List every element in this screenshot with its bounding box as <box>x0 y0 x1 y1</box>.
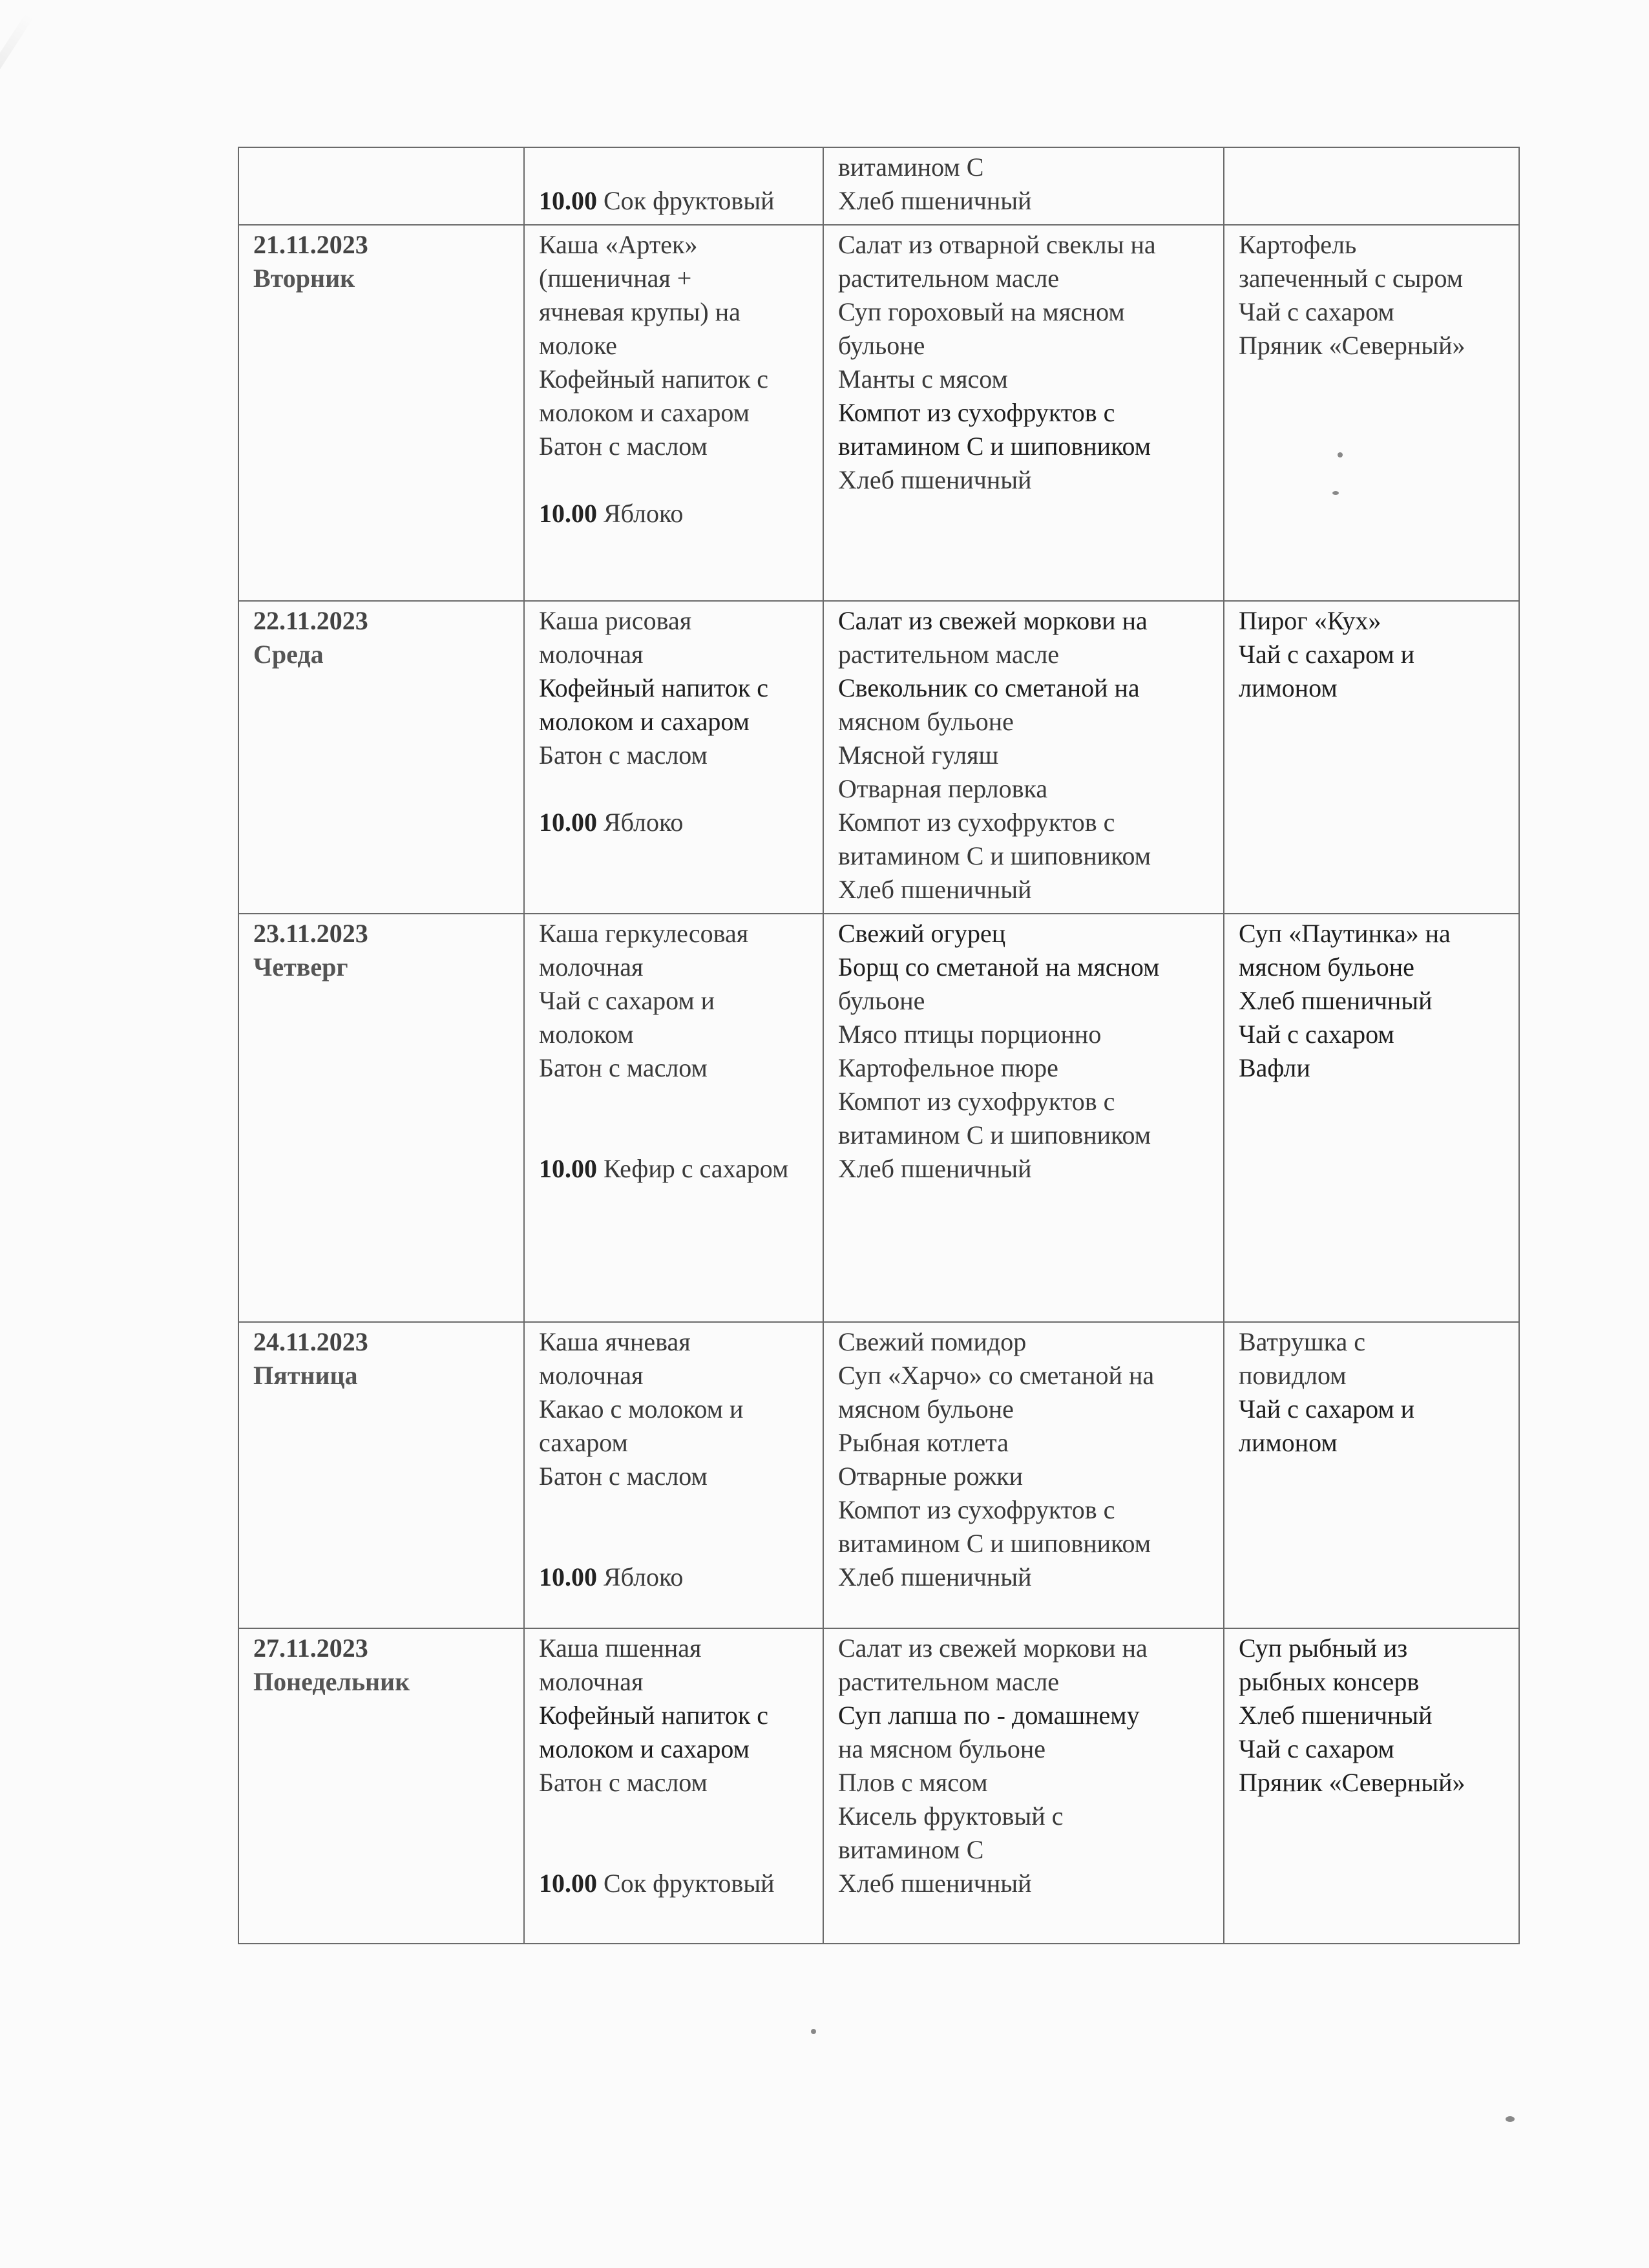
breakfast-item: Кофейный напиток с <box>539 364 769 394</box>
dinner-item: мясном бульоне <box>1239 952 1414 982</box>
breakfast-cell <box>524 225 823 601</box>
lunch-cell <box>823 601 1224 914</box>
breakfast-item: Батон с маслом <box>539 1768 708 1797</box>
lunch-cell <box>823 147 1224 225</box>
date-label: 27.11.2023 <box>253 1633 368 1663</box>
lunch-item: Компот из сухофруктов с <box>838 398 1115 427</box>
dinner-item: Суп «Паутинка» на <box>1239 919 1451 948</box>
date-cell <box>238 1322 524 1628</box>
table-row <box>238 225 1519 601</box>
dinner-item: Чай с сахаром <box>1239 297 1394 326</box>
table-row <box>238 601 1519 914</box>
dinner-item: Пирог «Кух» <box>1239 606 1381 635</box>
breakfast-item: молочная <box>539 1667 644 1696</box>
lunch-item: Мясо птицы порционно <box>838 1020 1102 1049</box>
lunch-item: Компот из сухофруктов с <box>838 1495 1115 1524</box>
snack-time: 10.00 <box>539 1869 597 1898</box>
breakfast-item: молоком <box>539 1020 634 1049</box>
snack-item: Сок фруктовый <box>604 186 775 215</box>
lunch-item: витамином С и шиповником <box>838 841 1151 870</box>
weekday-label: Пятница <box>253 1361 358 1390</box>
date-cell <box>238 225 524 601</box>
lunch-item: Суп «Харчо» со сметаной на <box>838 1361 1155 1390</box>
lunch-cell <box>823 914 1224 1322</box>
lunch-item: мясном бульоне <box>838 707 1014 736</box>
lunch-item: Мясной гуляш <box>838 740 999 770</box>
dinner-item: Хлеб пшеничный <box>1239 1701 1433 1730</box>
dinner-cell <box>1224 1628 1519 1944</box>
snack-item: Сок фруктовый <box>604 1869 775 1898</box>
dinner-item: Чай с сахаром и <box>1239 640 1415 669</box>
dinner-item: запеченный с сыром <box>1239 264 1464 293</box>
lunch-item: Хлеб пшеничный <box>838 1869 1032 1898</box>
breakfast-item: Каша «Артек» <box>539 230 698 259</box>
dinner-item: лимоном <box>1239 673 1338 702</box>
breakfast-item: Батон с маслом <box>539 1462 708 1491</box>
lunch-item: Отварная перловка <box>838 774 1048 803</box>
lunch-item: Свежий помидор <box>838 1327 1027 1356</box>
lunch-item: Картофельное пюре <box>838 1053 1058 1082</box>
dinner-item: Картофель <box>1239 230 1357 259</box>
breakfast-item: Батон с маслом <box>539 740 708 770</box>
date-cell <box>238 1628 524 1944</box>
lunch-item: витамином С <box>838 1835 984 1864</box>
breakfast-item: молочная <box>539 1361 644 1390</box>
weekday-label: Вторник <box>253 264 355 293</box>
dinner-cell <box>1224 601 1519 914</box>
lunch-item: Манты с мясом <box>838 364 1008 394</box>
breakfast-item: Кофейный напиток с <box>539 673 769 702</box>
weekday-label: Четверг <box>253 952 348 982</box>
lunch-cell <box>823 225 1224 601</box>
lunch-item: Хлеб пшеничный <box>838 465 1032 494</box>
date-label: 22.11.2023 <box>253 606 368 635</box>
weekday-label: Понедельник <box>253 1667 410 1696</box>
date-cell <box>238 601 524 914</box>
snack-item: Яблоко <box>604 1562 684 1591</box>
dinner-item: Пряник «Северный» <box>1239 1768 1465 1797</box>
dinner-item: лимоном <box>1239 1428 1338 1457</box>
dinner-item: Вафли <box>1239 1053 1310 1082</box>
lunch-cell <box>823 1322 1224 1628</box>
lunch-item: Борщ со сметаной на мясном <box>838 952 1160 982</box>
lunch-item: Свежий огурец <box>838 919 1006 948</box>
breakfast-item: сахаром <box>539 1428 628 1457</box>
snack-item: Яблоко <box>604 808 684 837</box>
table-row <box>238 914 1519 1322</box>
lunch-item: Хлеб пшеничный <box>838 186 1032 215</box>
snack-time: 10.00 <box>539 186 597 215</box>
lunch-item: бульоне <box>838 986 925 1015</box>
breakfast-item: Батон с маслом <box>539 1053 708 1082</box>
dinner-cell <box>1224 225 1519 601</box>
lunch-item: Компот из сухофруктов с <box>838 808 1115 837</box>
lunch-item: Суп гороховый на мясном <box>838 297 1125 326</box>
lunch-item: растительном масле <box>838 640 1060 669</box>
breakfast-item: молочная <box>539 952 644 982</box>
dinner-item: Суп рыбный из <box>1239 1633 1408 1663</box>
date-label: 21.11.2023 <box>253 230 368 259</box>
dinner-item: повидлом <box>1239 1361 1347 1390</box>
scan-speck <box>811 2029 816 2034</box>
lunch-item: витамином С и шиповником <box>838 1120 1151 1150</box>
breakfast-item: молоком и сахаром <box>539 1734 750 1763</box>
lunch-item: Суп лапша по - домашнему <box>838 1701 1140 1730</box>
lunch-item: Отварные рожки <box>838 1462 1023 1491</box>
snack-time: 10.00 <box>539 1562 597 1591</box>
date-cell <box>238 147 524 225</box>
snack-item: Яблоко <box>604 499 684 528</box>
breakfast-cell <box>524 1322 823 1628</box>
lunch-item: Хлеб пшеничный <box>838 875 1032 904</box>
breakfast-item: Каша ячневая <box>539 1327 691 1356</box>
table-row <box>238 147 1519 225</box>
breakfast-item: Какао с молоком и <box>539 1394 744 1423</box>
menu-table <box>238 147 1520 1944</box>
weekday-label: Среда <box>253 640 324 669</box>
date-cell <box>238 914 524 1322</box>
lunch-item: на мясном бульоне <box>838 1734 1046 1763</box>
breakfast-item: молоке <box>539 331 617 360</box>
dinner-item: Пряник «Северный» <box>1239 331 1465 360</box>
dinner-item: Чай с сахаром и <box>1239 1394 1415 1423</box>
dinner-item: рыбных консерв <box>1239 1667 1420 1696</box>
breakfast-item: Батон с маслом <box>539 432 708 461</box>
lunch-cell <box>823 1628 1224 1944</box>
lunch-item: Рыбная котлета <box>838 1428 1009 1457</box>
scan-speck <box>1506 2116 1515 2122</box>
lunch-item: растительном масле <box>838 1667 1060 1696</box>
breakfast-item: молоком и сахаром <box>539 398 750 427</box>
breakfast-cell <box>524 1628 823 1944</box>
breakfast-item: (пшеничная + <box>539 264 692 293</box>
date-label: 23.11.2023 <box>253 919 368 948</box>
lunch-item: Кисель фруктовый с <box>838 1801 1064 1831</box>
dinner-cell <box>1224 914 1519 1322</box>
dinner-item: Чай с сахаром <box>1239 1020 1394 1049</box>
breakfast-item: Каша пшенная <box>539 1633 702 1663</box>
lunch-item: Салат из свежей моркови на <box>838 606 1148 635</box>
breakfast-item: Кофейный напиток с <box>539 1701 769 1730</box>
lunch-item: Плов с мясом <box>838 1768 988 1797</box>
lunch-item: Хлеб пшеничный <box>838 1562 1032 1591</box>
scan-streak <box>0 13 34 364</box>
dinner-cell <box>1224 147 1519 225</box>
lunch-item: витамином С <box>838 152 984 182</box>
lunch-item: растительном масле <box>838 264 1060 293</box>
dinner-item: Хлеб пшеничный <box>1239 986 1433 1015</box>
lunch-item: Компот из сухофруктов с <box>838 1087 1115 1116</box>
table-row <box>238 1322 1519 1628</box>
table-row <box>238 1628 1519 1944</box>
dinner-item: Ватрушка с <box>1239 1327 1365 1356</box>
dinner-item: Чай с сахаром <box>1239 1734 1394 1763</box>
snack-item: Кефир с сахаром <box>604 1154 789 1183</box>
breakfast-item: молоком и сахаром <box>539 707 750 736</box>
lunch-item: мясном бульоне <box>838 1394 1014 1423</box>
lunch-item: витамином С и шиповником <box>838 432 1151 461</box>
date-label: 24.11.2023 <box>253 1327 368 1356</box>
breakfast-item: ячневая крупы) на <box>539 297 740 326</box>
breakfast-cell <box>524 147 823 225</box>
breakfast-item: Каша рисовая <box>539 606 692 635</box>
lunch-item: Салат из свежей моркови на <box>838 1633 1148 1663</box>
snack-time: 10.00 <box>539 808 597 837</box>
breakfast-item: молочная <box>539 640 644 669</box>
lunch-item: бульоне <box>838 331 925 360</box>
lunch-item: витамином С и шиповником <box>838 1529 1151 1558</box>
breakfast-cell <box>524 601 823 914</box>
snack-time: 10.00 <box>539 499 597 528</box>
breakfast-cell <box>524 914 823 1322</box>
lunch-item: Салат из отварной свеклы на <box>838 230 1156 259</box>
breakfast-item: Чай с сахаром и <box>539 986 715 1015</box>
lunch-item: Свекольник со сметаной на <box>838 673 1140 702</box>
breakfast-item: Каша геркулесовая <box>539 919 749 948</box>
lunch-item: Хлеб пшеничный <box>838 1154 1032 1183</box>
dinner-cell <box>1224 1322 1519 1628</box>
snack-time: 10.00 <box>539 1154 597 1183</box>
